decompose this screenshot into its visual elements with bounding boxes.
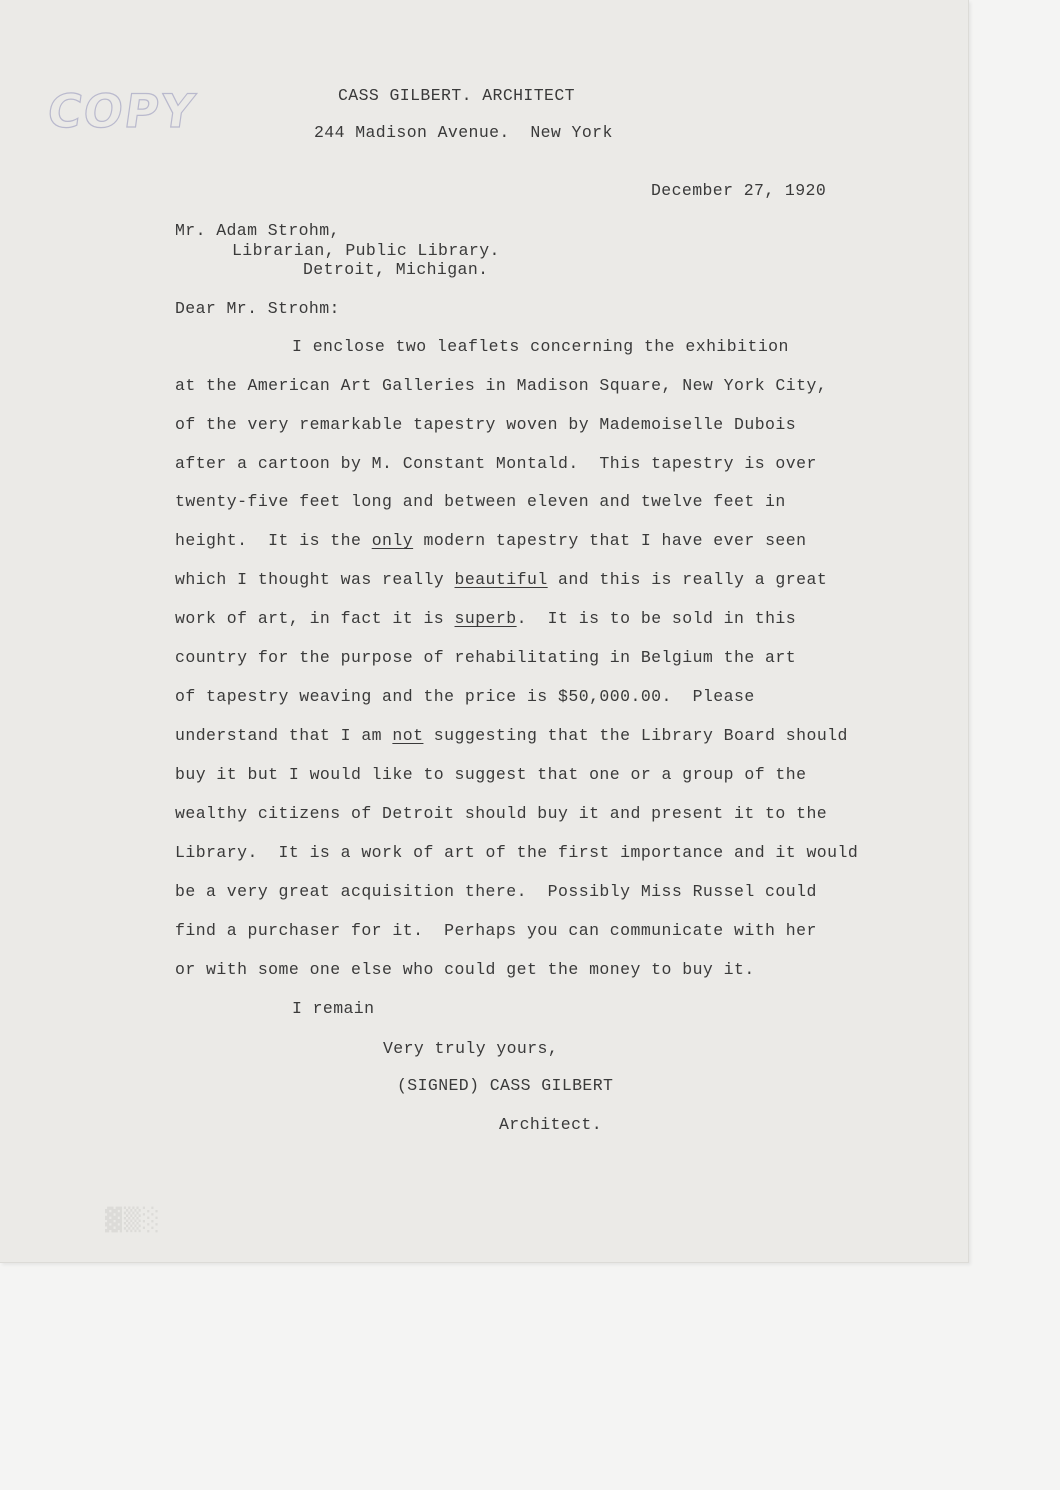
body-line [175,611,796,628]
recipient-title: Librarian, Public Library. [232,241,500,260]
body-line [175,533,806,550]
letterhead-name: CASS GILBERT. ARCHITECT [338,86,575,105]
letter-date: December 27, 1920 [651,181,827,200]
signature: (SIGNED) CASS GILBERT [397,1076,614,1095]
body-line: or with some one else who could get the money to buy it. [175,960,755,979]
copy-stamp: COPY [44,84,200,138]
body-line: Library. It is a work of art of the first importance and it would [175,843,859,862]
text-run: modern tapestry that I have ever seen [413,531,807,550]
text-run: which I thought was really [175,570,455,589]
body-line: after a cartoon by M. Constant Montald. This tapestry is over [175,454,817,473]
valediction: Very truly yours, [383,1039,559,1058]
underlined-word: only [371,531,414,550]
text-run: work of art, in fact it is [175,609,455,628]
body-line: of the very remarkable tapestry woven by Mademoiselle Dubois [175,415,797,434]
body-line: country for the purpose of rehabilitating in Belgium the art [175,648,797,667]
closing-remain: I remain [292,999,375,1018]
underlined-word: not [392,726,424,745]
underlined-word: superb [454,609,517,628]
text-run: height. It is the [175,531,372,550]
body-line: I enclose two leaflets concerning the exhibition [292,337,789,356]
body-line: twenty-five feet long and between eleven and twelve feet in [175,492,786,511]
signer-title: Architect. [499,1115,603,1134]
letterhead-address: 244 Madison Avenue. New York [314,123,613,142]
text-run: suggesting that the Library Board should [423,726,848,745]
body-line: buy it but I would like to suggest that one or a group of the [175,765,807,784]
text-run: and this is really a great [547,570,828,589]
body-line: at the American Art Galleries in Madison Square, New York City, [175,376,828,395]
text-run: . It is to be sold in this [516,609,797,628]
recipient-city: Detroit, Michigan. [303,260,489,279]
body-line: of tapestry weaving and the price is $50,000.00. Please [175,687,755,706]
body-line [175,572,827,589]
underlined-word: beautiful [454,570,548,589]
body-line: wealthy citizens of Detroit should buy it and present it to the [175,804,828,823]
body-line [175,728,848,745]
bleed-through-mark: ▓▒░ [105,1208,162,1233]
recipient-name: Mr. Adam Strohm, [175,221,340,240]
body-line: be a very great acquisition there. Possibly Miss Russel could [175,882,817,901]
body-line: find a purchaser for it. Perhaps you can communicate with her [175,921,817,940]
salutation: Dear Mr. Strohm: [175,299,340,318]
text-run: understand that I am [175,726,393,745]
